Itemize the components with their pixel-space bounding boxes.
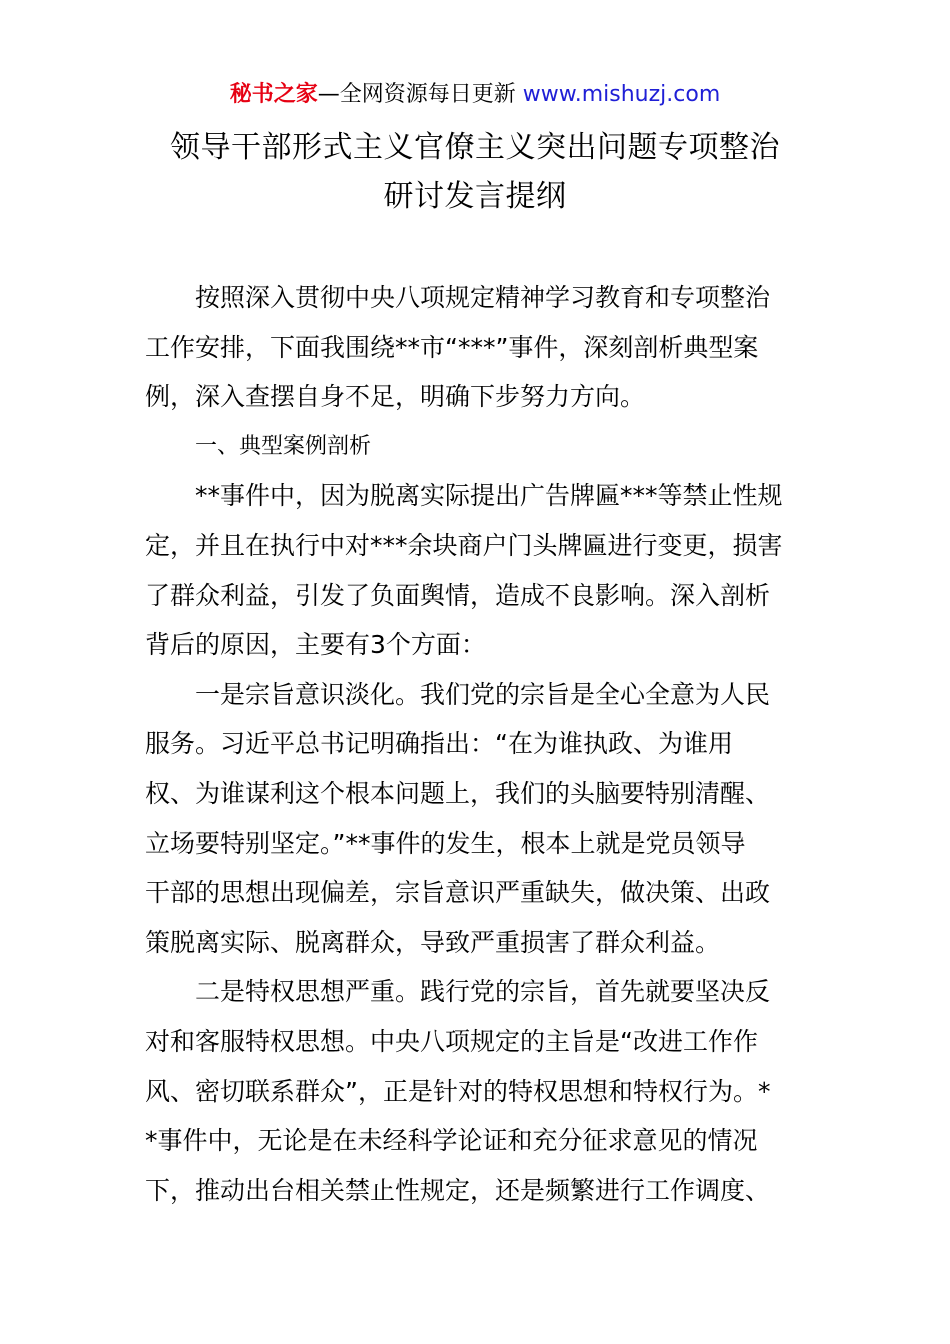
banner-brand: 秘书之家 [229, 82, 318, 107]
document-title-line-1: 领导干部形式主义官僚主义突出问题专项整治 [170, 130, 780, 165]
banner-dash: — [317, 82, 340, 107]
site-banner [0, 80, 950, 110]
body-line: 下，推动出台相关禁止性规定，还是频繁进行工作调度、 [145, 1175, 771, 1205]
body-line: 工作安排，下面我围绕**市“***”事件，深刻剖析典型案 [145, 332, 759, 362]
body-line: 策脱离实际、脱离群众，导致严重损害了群众利益。 [145, 927, 721, 957]
body-line: *事件中，无论是在未经科学论证和充分征求意见的情况 [145, 1126, 758, 1156]
section-heading: 一、典型案例剖析 [195, 433, 372, 459]
body-line: 定，并且在执行中对***余块商户门头牌匾进行变更，损害 [145, 530, 783, 560]
body-line: 服务。习近平总书记明确指出：“在为谁执政、为谁用 [145, 729, 733, 759]
body-line: 立场要特别坚定。”**事件的发生，根本上就是党员领导 [145, 828, 746, 858]
body-line: 干部的思想出现偏差，宗旨意识严重缺失，做决策、出政 [145, 878, 771, 908]
body-line: 二是特权思想严重。践行党的宗旨，首先就要坚决反 [195, 977, 771, 1007]
document-body [145, 273, 810, 1215]
body-line: 风、密切联系群众”，正是针对的特权思想和特权行为。* [145, 1076, 771, 1106]
body-line: 权、为谁谋利这个根本问题上，我们的头脑要特别清醒、 [145, 778, 771, 808]
document-title-line-2: 研讨发言提纲 [383, 179, 567, 214]
banner-tagline: 全网资源每日更新 [339, 82, 523, 107]
body-line: 背后的原因，主要有3个方面： [145, 630, 486, 660]
body-line: 按照深入贯彻中央八项规定精神学习教育和专项整治 [195, 283, 771, 312]
body-line: 例，深入查摆自身不足，明确下步努力方向。 [145, 382, 646, 412]
body-line: **事件中，因为脱离实际提出广告牌匾***等禁止性规 [195, 481, 783, 511]
body-line: 一是宗旨意识淡化。我们党的宗旨是全心全意为人民 [195, 679, 771, 709]
body-line: 了群众利益，引发了负面舆情，造成不良影响。深入剖析 [145, 580, 771, 610]
body-line: 对和客服特权思想。中央八项规定的主旨是“改进工作作 [145, 1026, 758, 1056]
banner-url-link[interactable]: www.mishuzj.com [522, 82, 721, 107]
